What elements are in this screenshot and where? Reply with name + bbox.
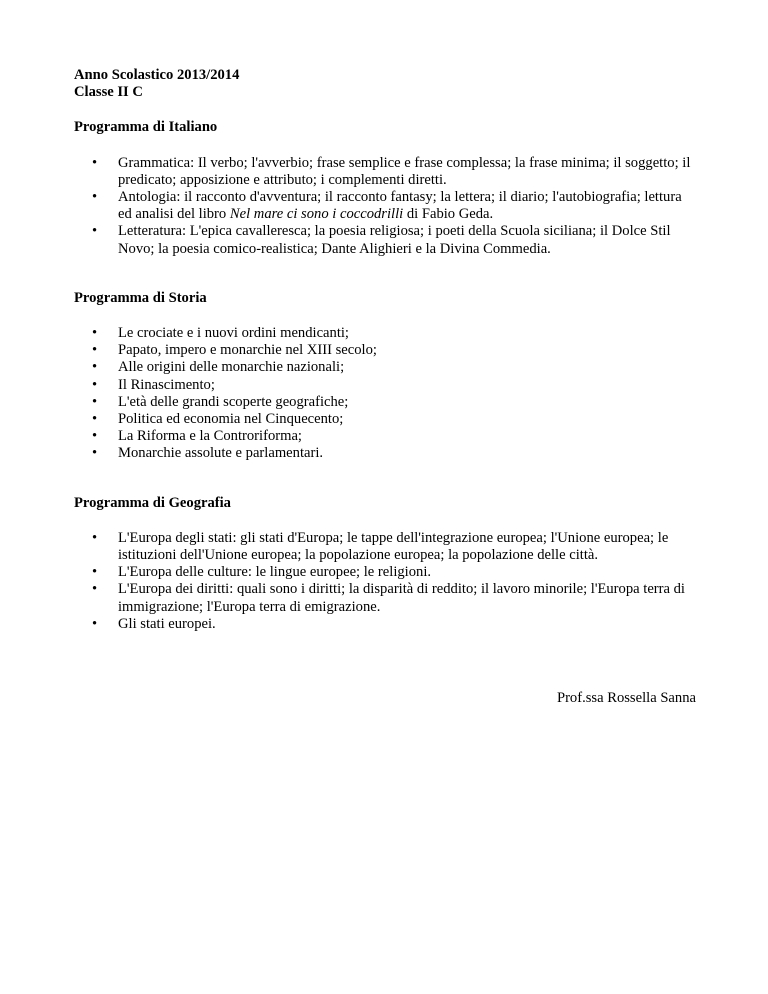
bullet-icon: •	[92, 393, 98, 410]
bullet-icon: •	[92, 411, 98, 428]
list-item	[74, 530, 696, 564]
item-text: La Riforma e la Controriforma;	[118, 428, 302, 445]
bullet-icon: •	[92, 581, 98, 598]
bullet-icon: •	[92, 342, 98, 359]
item-text-after: di Fabio Geda.	[403, 206, 494, 223]
bullet-icon: •	[92, 376, 98, 393]
document-page	[74, 67, 696, 706]
bullet-icon: •	[92, 529, 98, 546]
list-item	[74, 155, 696, 189]
list-item	[74, 359, 696, 376]
item-text: L'età delle grandi scoperte geografiche;	[118, 393, 349, 410]
item-text: Grammatica: Il verbo; l'avverbio; frase semplice e frase complessa; la frase minima; il soggetto; il predicato; apposizione e attributo; i complementi diretti.	[118, 154, 691, 188]
list-item	[74, 223, 696, 257]
bullet-icon: •	[92, 428, 98, 445]
section-title-geografia: Programma di Geografia	[74, 494, 231, 511]
list-item	[74, 581, 696, 615]
bullet-icon: •	[92, 154, 98, 171]
item-text: Antologia: il racconto d'avventura; il racconto fantasy; la lettera; il diario; l'autobiografia; lettura ed analisi del libro	[118, 189, 682, 223]
item-text: Alle origini delle monarchie nazionali;	[118, 359, 345, 376]
list-storia	[74, 325, 696, 463]
school-year: Anno Scolastico 2013/2014	[74, 67, 240, 83]
list-item	[74, 325, 696, 342]
item-text: L'Europa degli stati: gli stati d'Europa; le tappe dell'integrazione europea; l'Unione europea; le istituzioni dell'Unione europea; la popolazione europea; la popolazione delle città.	[118, 529, 669, 564]
list-item	[74, 564, 696, 581]
list-item	[74, 428, 696, 445]
list-item	[74, 342, 696, 359]
item-text: L'Europa dei diritti: quali sono i diritti; la disparità di reddito; il lavoro minorile; l'Europa terra di immigrazione; l'Europa terra di emigrazione.	[118, 581, 685, 615]
section-title-storia: Programma di Storia	[74, 289, 207, 306]
item-text: Il Rinascimento;	[118, 376, 215, 393]
list-italiano	[74, 155, 696, 258]
bullet-icon: •	[92, 189, 98, 206]
list-item	[74, 616, 696, 633]
bullet-icon: •	[92, 223, 98, 240]
bullet-icon: •	[92, 359, 98, 376]
list-item	[74, 394, 696, 411]
item-text: Gli stati europei.	[118, 615, 216, 632]
list-item	[74, 189, 696, 223]
book-title: Nel mare ci sono i coccodrilli	[229, 206, 404, 223]
list-item	[74, 377, 696, 394]
bullet-icon: •	[92, 325, 98, 342]
class-name: Classe II C	[74, 84, 143, 101]
list-item	[74, 445, 696, 462]
list-geografia	[74, 530, 696, 633]
bullet-icon: •	[92, 615, 98, 632]
item-text: Papato, impero e monarchie nel XIII secolo;	[118, 342, 377, 359]
item-text: Letteratura: L'epica cavalleresca; la poesia religiosa; i poeti della Scuola siciliana; il Dolce Stil Novo; la poesia comico-realistica; Dante Alighieri e la Divina Commedia.	[118, 223, 671, 257]
item-text: Politica ed economia nel Cinquecento;	[118, 411, 344, 428]
item-text: Monarchie assolute e parlamentari.	[118, 445, 324, 462]
signature: Prof.ssa Rossella Sanna	[556, 690, 696, 706]
item-text: L'Europa delle culture: le lingue europee; le religioni.	[118, 564, 432, 581]
bullet-icon: •	[92, 564, 98, 581]
bullet-icon: •	[92, 445, 98, 462]
section-title-italiano: Programma di Italiano	[74, 119, 218, 136]
item-text: Le crociate e i nuovi ordini mendicanti;	[118, 325, 349, 342]
list-item	[74, 411, 696, 428]
